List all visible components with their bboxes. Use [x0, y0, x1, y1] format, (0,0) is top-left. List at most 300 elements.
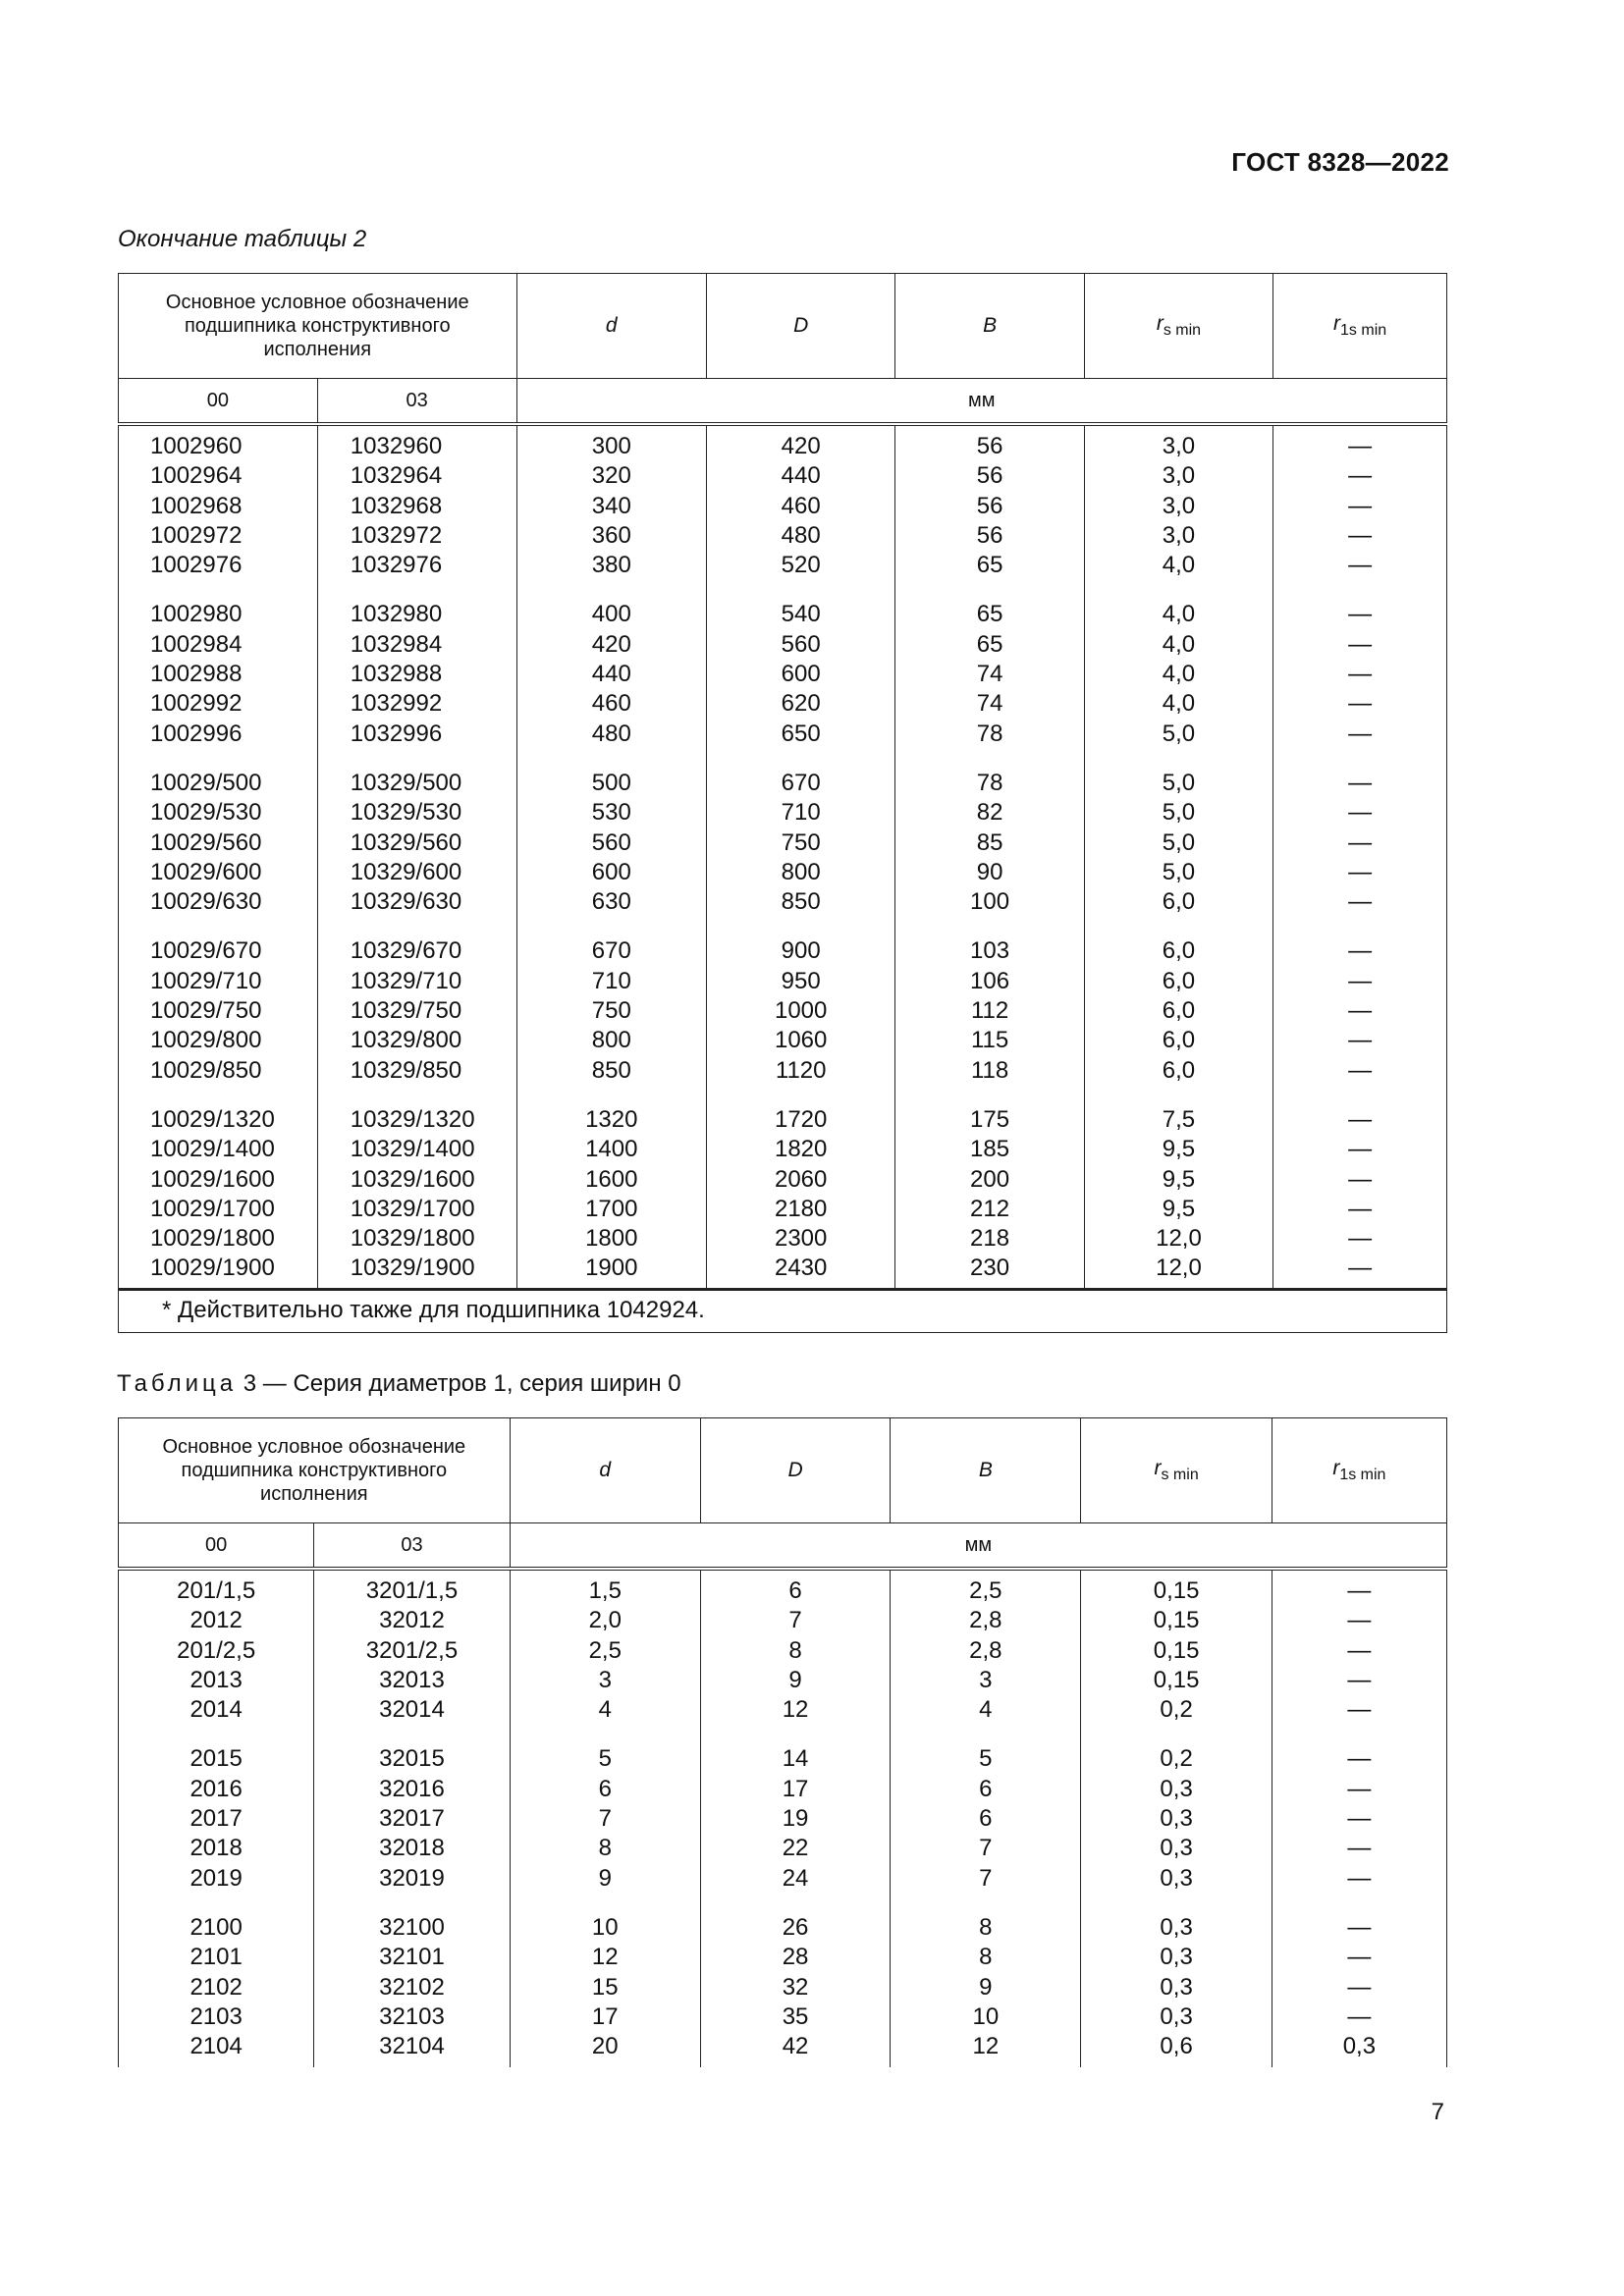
value-d: 15: [591, 1973, 619, 2001]
designation-00: 10029/1800: [150, 1225, 275, 1253]
designation-03: 1032972: [350, 521, 443, 549]
document-code: ГОСТ 8328—2022: [1231, 147, 1449, 177]
value-d: 670: [591, 937, 631, 965]
value-B: 6: [979, 1775, 993, 1802]
value-d-cell: [510, 1729, 700, 1896]
value-rs-min: 0,3: [1160, 1835, 1193, 1862]
value-rs-min: 0,3: [1160, 1973, 1193, 2001]
value-B: 185: [970, 1136, 1010, 1163]
value-D: 710: [781, 799, 821, 827]
value-d: 710: [591, 967, 631, 994]
value-B-cell: [891, 1569, 1081, 1729]
col-B-header: B: [895, 274, 1084, 379]
value-d: 320: [591, 462, 631, 490]
value-B-cell: [895, 1090, 1084, 1289]
value-r1s-min: —: [1347, 1607, 1372, 1634]
table2-continuation-caption: Окончание таблицы 2: [118, 226, 367, 252]
designation-00: 10029/560: [150, 828, 262, 856]
value-rs-min: 9,5: [1162, 1136, 1196, 1163]
designation-00-cell: [119, 424, 318, 584]
value-r1s-min: —: [1347, 1835, 1372, 1862]
value-d: 1600: [585, 1165, 638, 1193]
designation-00: 1002996: [150, 720, 243, 747]
designation-00: 2019: [189, 1864, 243, 1892]
value-rs-min-cell: [1084, 753, 1272, 921]
designation-03-cell: [314, 1569, 510, 1729]
value-d: 460: [591, 690, 631, 718]
table-row-group: [119, 1569, 1447, 1729]
value-B: 5: [979, 1745, 993, 1773]
value-rs-min: 6,0: [1162, 937, 1196, 965]
value-d: 440: [591, 661, 631, 688]
table-3: [118, 1417, 1447, 2067]
designation-03: 32019: [379, 1864, 445, 1892]
value-d: 420: [591, 630, 631, 658]
col-03-header: 03: [314, 1523, 510, 1570]
value-r1s-min: —: [1348, 1195, 1373, 1222]
value-B: 82: [976, 799, 1003, 827]
value-D: 9: [788, 1666, 802, 1693]
value-B-cell: [895, 921, 1084, 1089]
designation-03: 32104: [379, 2033, 445, 2060]
value-r1s-min-cell: [1273, 753, 1447, 921]
designation-00: 2103: [189, 2002, 243, 2030]
designation-03-cell: [314, 1729, 510, 1896]
units-header: мм: [510, 1523, 1446, 1570]
value-r1s-min: —: [1347, 1745, 1372, 1773]
value-D: 8: [788, 1636, 802, 1664]
value-rs-min: 5,0: [1162, 858, 1196, 885]
value-B: 56: [976, 462, 1003, 490]
designation-00: 1002968: [150, 492, 243, 519]
designation-03: 32014: [379, 1696, 445, 1724]
value-d: 850: [591, 1056, 631, 1084]
value-rs-min: 7,5: [1162, 1105, 1196, 1133]
value-rs-min: 0,3: [1160, 1775, 1193, 1802]
designation-header: Основное условное обозначение подшипника конструктивного исполнения: [119, 274, 517, 379]
designation-03: 3201/1,5: [365, 1577, 459, 1604]
designation-03: 10329/1700: [350, 1195, 475, 1222]
value-rs-min: 3,0: [1162, 492, 1196, 519]
value-rs-min: 9,5: [1162, 1165, 1196, 1193]
page-number: 7: [1431, 2099, 1444, 2125]
designation-03: 1032964: [350, 462, 443, 490]
designation-03: 10329/630: [350, 888, 462, 916]
designation-00: 1002980: [150, 601, 243, 628]
table-row-group: [119, 1729, 1447, 1896]
value-r1s-min: —: [1348, 888, 1373, 916]
table-row-group: [119, 424, 1447, 584]
value-rs-min-cell: [1084, 921, 1272, 1089]
value-B: 74: [976, 690, 1003, 718]
col-rs-min-header: $r_{s min}$: [1081, 1418, 1272, 1523]
value-r1s-min: —: [1348, 1105, 1373, 1133]
value-r1s-min-cell: [1273, 921, 1447, 1089]
value-d: 9: [598, 1864, 612, 1892]
designation-03: 3201/2,5: [365, 1636, 459, 1664]
value-B: 6: [979, 1805, 993, 1833]
designation-03: 32013: [379, 1666, 445, 1693]
value-D: 620: [781, 690, 821, 718]
designation-00: 1002972: [150, 521, 243, 549]
value-r1s-min: —: [1347, 1805, 1372, 1833]
value-B: 2,5: [969, 1577, 1002, 1604]
designation-03: 1032992: [350, 690, 443, 718]
value-r1s-min: —: [1348, 1165, 1373, 1193]
designation-03: 32012: [379, 1607, 445, 1634]
value-rs-min: 5,0: [1162, 720, 1196, 747]
designation-03: 32102: [379, 1973, 445, 2001]
value-B: 106: [970, 967, 1010, 994]
table-row-group: [119, 584, 1447, 752]
table2-body: [119, 424, 1447, 1289]
value-rs-min: 6,0: [1162, 1056, 1196, 1084]
value-B: 115: [970, 1027, 1009, 1054]
value-D: 650: [781, 720, 821, 747]
table3-body: [119, 1569, 1447, 2067]
designation-03: 32017: [379, 1805, 445, 1833]
value-D: 750: [781, 828, 821, 856]
value-d: 400: [591, 601, 631, 628]
value-r1s-min: —: [1348, 552, 1373, 579]
value-d: 380: [591, 552, 631, 579]
value-r1s-min: —: [1348, 630, 1373, 658]
value-r1s-min: —: [1347, 1636, 1372, 1664]
value-r1s-min: —: [1347, 1944, 1372, 1971]
designation-00: 1002964: [150, 462, 243, 490]
value-D: 17: [782, 1775, 809, 1802]
designation-00: 2012: [189, 1607, 243, 1634]
value-B: 78: [976, 720, 1003, 747]
value-B-cell: [891, 1729, 1081, 1896]
designation-03: 1032996: [350, 720, 443, 747]
designation-00: 1002960: [150, 433, 243, 459]
value-D: 26: [782, 1913, 809, 1941]
value-D: 1000: [774, 997, 828, 1025]
value-d: 4: [598, 1696, 612, 1724]
value-D: 670: [781, 769, 821, 796]
value-d: 530: [591, 799, 631, 827]
col-d-header: d: [510, 1418, 700, 1523]
value-rs-min: 5,0: [1162, 799, 1196, 827]
value-r1s-min: —: [1348, 1027, 1373, 1054]
value-r1s-min: —: [1347, 2002, 1372, 2030]
value-rs-min: 6,0: [1162, 888, 1196, 916]
value-rs-min-cell: [1084, 424, 1272, 584]
designation-header: Основное условное обозначение подшипника конструктивного исполнения: [119, 1418, 511, 1523]
value-D: 1720: [774, 1105, 828, 1133]
value-B: 8: [979, 1913, 993, 1941]
value-d: 1900: [585, 1255, 638, 1282]
value-d-cell: [516, 753, 706, 921]
value-B: 103: [970, 937, 1010, 965]
designation-03: 10329/670: [350, 937, 462, 965]
designation-03: 10329/710: [350, 967, 462, 994]
designation-00: 1002976: [150, 552, 243, 579]
value-rs-min: 4,0: [1162, 630, 1196, 658]
value-rs-min: 0,3: [1160, 2002, 1193, 2030]
value-r1s-min: —: [1347, 1775, 1372, 1802]
col-00-header: 00: [119, 379, 318, 425]
value-B: 90: [976, 858, 1003, 885]
value-r1s-min: —: [1348, 1225, 1373, 1253]
value-B: 212: [970, 1195, 1010, 1222]
value-d: 5: [598, 1745, 612, 1773]
value-D: 2430: [774, 1255, 828, 1282]
designation-00: 201/2,5: [177, 1636, 256, 1664]
value-B: 85: [976, 828, 1003, 856]
value-r1s-min: —: [1348, 799, 1373, 827]
value-D: 900: [781, 937, 821, 965]
value-B: 118: [970, 1056, 1009, 1084]
value-r1s-min: —: [1348, 433, 1373, 459]
designation-00: 10029/1700: [150, 1195, 275, 1222]
designation-03: 10329/1400: [350, 1136, 475, 1163]
value-rs-min: 0,15: [1153, 1607, 1200, 1634]
designation-03: 10329/750: [350, 997, 462, 1025]
value-B: 230: [970, 1255, 1010, 1282]
value-r1s-min: —: [1348, 1255, 1373, 1282]
value-rs-min: 6,0: [1162, 997, 1196, 1025]
table2-footnote: * Действительно также для подшипника 1042924.: [119, 1289, 1447, 1332]
designation-03: 1032968: [350, 492, 443, 519]
designation-03: 1032984: [350, 630, 443, 658]
designation-00: 2101: [189, 1944, 243, 1971]
value-r1s-min: —: [1347, 1666, 1372, 1693]
designation-00: 2017: [189, 1805, 243, 1833]
value-d: 750: [591, 997, 631, 1025]
value-rs-min: 5,0: [1162, 769, 1196, 796]
designation-03: 32018: [379, 1835, 445, 1862]
value-d: 10: [591, 1913, 619, 1941]
value-D: 560: [781, 630, 821, 658]
value-B-cell: [895, 584, 1084, 752]
value-D: 32: [782, 1973, 809, 2001]
designation-03-cell: [317, 1090, 516, 1289]
table-2: [118, 273, 1447, 1333]
value-r1s-min: —: [1348, 492, 1373, 519]
value-D: 600: [781, 661, 821, 688]
value-D: 42: [782, 2033, 809, 2060]
designation-03: 10329/1800: [350, 1225, 475, 1253]
value-B: 65: [976, 630, 1003, 658]
designation-00-cell: [119, 1090, 318, 1289]
value-d: 600: [591, 858, 631, 885]
designation-03: 32100: [379, 1913, 445, 1941]
value-D: 540: [781, 601, 821, 628]
value-d: 2,0: [588, 1607, 622, 1634]
value-D: 24: [782, 1864, 809, 1892]
value-rs-min: 5,0: [1162, 828, 1196, 856]
designation-03: 10329/600: [350, 858, 462, 885]
value-D: 6: [788, 1577, 802, 1604]
value-B: 3: [979, 1666, 993, 1693]
value-d-cell: [516, 1090, 706, 1289]
value-B: 8: [979, 1944, 993, 1971]
value-rs-min: 6,0: [1162, 1027, 1196, 1054]
designation-00: 10029/670: [150, 937, 262, 965]
designation-00: 10029/630: [150, 888, 262, 916]
value-B: 9: [979, 1973, 993, 2001]
value-r1s-min: —: [1347, 1864, 1372, 1892]
value-r1s-min-cell: [1273, 584, 1447, 752]
value-D: 440: [781, 462, 821, 490]
col-d-header: d: [516, 274, 706, 379]
value-rs-min-cell: [1084, 1090, 1272, 1289]
value-D-cell: [700, 1569, 890, 1729]
value-d: 480: [591, 720, 631, 747]
value-D: 28: [782, 1944, 809, 1971]
designation-00: 1002992: [150, 690, 243, 718]
value-B: 56: [976, 492, 1003, 519]
value-B: 74: [976, 661, 1003, 688]
value-rs-min-cell: [1081, 1569, 1272, 1729]
value-B: 65: [976, 601, 1003, 628]
value-d: 1,5: [588, 1577, 622, 1604]
designation-03: 10329/850: [350, 1056, 462, 1084]
value-d: 17: [591, 2002, 619, 2030]
designation-00: 2104: [189, 2033, 243, 2060]
value-r1s-min: —: [1348, 1136, 1373, 1163]
value-D: 800: [781, 858, 821, 885]
value-B: 7: [979, 1864, 993, 1892]
value-rs-min: 4,0: [1162, 690, 1196, 718]
designation-00: 10029/1600: [150, 1165, 275, 1193]
designation-03: 10329/500: [350, 769, 462, 796]
value-d: 1320: [585, 1105, 638, 1133]
value-rs-min: 0,3: [1160, 1944, 1193, 1971]
designation-03-cell: [317, 753, 516, 921]
designation-00: 2013: [189, 1666, 243, 1693]
value-B: 56: [976, 433, 1003, 459]
designation-00: 2100: [189, 1913, 243, 1941]
col-03-header: 03: [317, 379, 516, 425]
value-r1s-min: —: [1348, 997, 1373, 1025]
value-D-cell: [706, 424, 894, 584]
value-d: 20: [591, 2033, 619, 2060]
table-row-group: [119, 753, 1447, 921]
value-r1s-min: —: [1348, 601, 1373, 628]
designation-03: 32101: [379, 1944, 445, 1971]
designation-00: 1002988: [150, 661, 243, 688]
value-B: 4: [979, 1696, 993, 1724]
value-d: 2,5: [588, 1636, 622, 1664]
designation-00: 10029/530: [150, 799, 262, 827]
designation-03: 10329/1600: [350, 1165, 475, 1193]
value-B: 7: [979, 1835, 993, 1862]
designation-00: 10029/750: [150, 997, 262, 1025]
designation-00-cell: [119, 1897, 314, 2067]
value-rs-min: 4,0: [1162, 552, 1196, 579]
value-r1s-min: —: [1347, 1973, 1372, 2001]
designation-00: 2018: [189, 1835, 243, 1862]
table-row-group: [119, 921, 1447, 1089]
value-d: 8: [598, 1835, 612, 1862]
value-d-cell: [510, 1897, 700, 2067]
value-d: 12: [591, 1944, 619, 1971]
designation-03: 1032980: [350, 601, 443, 628]
designation-03: 1032976: [350, 552, 443, 579]
value-D: 35: [782, 2002, 809, 2030]
designation-00: 2015: [189, 1745, 243, 1773]
value-rs-min: 0,3: [1160, 1913, 1193, 1941]
value-B: 2,8: [969, 1607, 1002, 1634]
value-rs-min-cell: [1081, 1729, 1272, 1896]
value-d-cell: [510, 1569, 700, 1729]
value-B: 112: [970, 997, 1009, 1025]
designation-00: 10029/1400: [150, 1136, 275, 1163]
designation-00: 10029/1900: [150, 1255, 275, 1282]
value-D-cell: [700, 1729, 890, 1896]
designation-00-cell: [119, 921, 318, 1089]
value-rs-min-cell: [1084, 584, 1272, 752]
value-d: 1400: [585, 1136, 638, 1163]
value-r1s-min-cell: [1272, 1897, 1446, 2067]
value-r1s-min: —: [1348, 661, 1373, 688]
designation-03: 10329/1900: [350, 1255, 475, 1282]
value-d-cell: [516, 584, 706, 752]
value-r1s-min: 0,3: [1342, 2033, 1377, 2060]
table-row-group: [119, 1090, 1447, 1289]
designation-03: 10329/1320: [350, 1105, 475, 1133]
value-D: 22: [782, 1835, 809, 1862]
value-D-cell: [706, 753, 894, 921]
value-d: 3: [598, 1666, 612, 1693]
value-d: 360: [591, 521, 631, 549]
designation-03: 10329/800: [350, 1027, 462, 1054]
value-r1s-min-cell: [1272, 1569, 1446, 1729]
value-B-cell: [891, 1897, 1081, 2067]
value-r1s-min: —: [1348, 690, 1373, 718]
value-B: 218: [970, 1225, 1010, 1253]
value-rs-min: 9,5: [1162, 1195, 1196, 1222]
value-r1s-min-cell: [1273, 424, 1447, 584]
value-rs-min: 0,15: [1153, 1666, 1200, 1693]
value-d: 560: [591, 828, 631, 856]
value-rs-min: 12,0: [1156, 1225, 1202, 1253]
value-r1s-min: —: [1348, 967, 1373, 994]
designation-00: 2016: [189, 1775, 243, 1802]
designation-00: 10029/500: [150, 769, 262, 796]
designation-00: 10029/710: [150, 967, 262, 994]
value-d: 6: [598, 1775, 612, 1802]
value-r1s-min: —: [1348, 720, 1373, 747]
value-r1s-min: —: [1347, 1577, 1372, 1604]
value-D: 1060: [774, 1027, 828, 1054]
units-header: мм: [516, 379, 1446, 425]
designation-00: 2102: [189, 1973, 243, 2001]
value-B: 175: [970, 1105, 1010, 1133]
designation-00-cell: [119, 1569, 314, 1729]
value-d: 1800: [585, 1225, 638, 1253]
value-B: 200: [970, 1165, 1010, 1193]
designation-03: 10329/560: [350, 828, 462, 856]
value-r1s-min: —: [1348, 937, 1373, 965]
value-rs-min: 3,0: [1162, 462, 1196, 490]
table3-caption: Таблица 3 — Серия диаметров 1, серия ширин 0: [117, 1370, 681, 1397]
value-rs-min: 0,2: [1160, 1745, 1193, 1773]
value-d-cell: [516, 921, 706, 1089]
value-r1s-min-cell: [1273, 1090, 1447, 1289]
value-D: 1120: [775, 1056, 827, 1084]
value-r1s-min: —: [1348, 769, 1373, 796]
value-D: 850: [781, 888, 821, 916]
value-D: 460: [781, 492, 821, 519]
value-r1s-min: —: [1348, 462, 1373, 490]
col-r1s-min-header: $r_{1s min}$: [1272, 1418, 1446, 1523]
value-d: 500: [591, 769, 631, 796]
designation-00-cell: [119, 1729, 314, 1896]
